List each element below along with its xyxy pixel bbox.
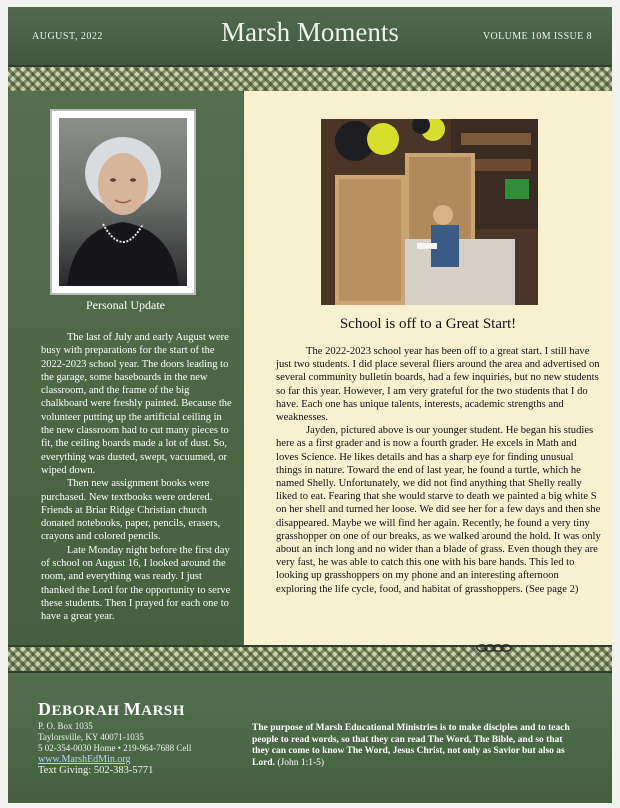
sender-name bbox=[38, 699, 185, 720]
name-initial: D bbox=[38, 699, 52, 719]
chain-ornament-icon bbox=[476, 640, 512, 650]
article-column bbox=[244, 91, 612, 645]
personal-update-heading: Personal Update bbox=[86, 298, 165, 312]
mission-statement bbox=[252, 723, 582, 769]
article-paragraph: Jayden, pictured above is our younger student. He began his studies here as a first grader and is now a fourth grader. He excels in Math and loves Science. He likes details and has a sharp eye for finding unusual things in nature. Toward the end of last year, he found a turtle, which he named Shelly. Unfortunately, we did not find anything that Shelly really liked to eat. Fearing that she would starve to death we painted a big white S on her shell and turned her loose. We did see her for a few days and then she disappeared. Maybe we will find her again. Recently, he found a very tiny grasshopper on one of our breaks, as we walked around the hold. It was only about an inch long and no wider than a blade of grass. Even though they are very fast, he was able to catch this one with his bare hands. This led to looking up grasshoppers on my phone and an interesting afternoon exploring the life cycle, food, and habitat of grasshoppers. (See page 2) bbox=[276, 425, 601, 595]
website-link[interactable]: www.MarshEdMin.org bbox=[38, 754, 131, 765]
name-rest: EBORAH bbox=[51, 703, 124, 719]
portrait-photo bbox=[59, 118, 187, 286]
newsletter-footer bbox=[8, 673, 612, 803]
newsletter-title: Marsh Moments bbox=[221, 17, 399, 47]
personal-paragraph: Then new assignment books were purchased. New textbooks were ordered. Friends at Briar Ridge Christian church donated notebooks, paper, pencils, erasers, crayons and colored pencils. bbox=[41, 478, 221, 543]
personal-update-text bbox=[41, 331, 235, 624]
surname-initial: M bbox=[123, 699, 142, 719]
personal-paragraph: Late Monday night before the first day of school on August 16, I looked around the room, and everything was ready. I just thanked the Lord for the opportunity to serve these students. Then I prayed for each one to have a great year. bbox=[41, 544, 231, 623]
article-text bbox=[276, 345, 601, 596]
personal-update-column bbox=[8, 91, 243, 645]
newsletter-page bbox=[8, 7, 612, 803]
volume-issue: VOLUME 10M ISSUE 8 bbox=[482, 31, 592, 42]
text-giving: Text Giving: 502-383-5771 bbox=[38, 765, 154, 776]
classroom-photo bbox=[321, 119, 538, 305]
mission-text: The purpose of Marsh Educational Ministries is to make disciples and to teach people to read words, so that they can read The Word, The Bible, and so that they can come to know The Word, Jesus Christ, not only as Savior but also as Lord. bbox=[252, 723, 570, 768]
issue-date: AUGUST, 2022 bbox=[32, 31, 103, 42]
mission-verse: (John 1:1-5) bbox=[277, 757, 325, 768]
article-paragraph: The 2022-2023 school year has been off to a great start. I still have just two students. I did place several fliers around the area and advertised on several community bulletin boards, had a few inquiries, but no new students so far this year. However, I am very grateful for the two students that I do have. Each one has unique talents, interests, academic strengths and weaknesses. bbox=[276, 346, 600, 424]
portrait-frame bbox=[50, 109, 196, 295]
newsletter-header bbox=[8, 7, 612, 65]
po-box: P. O. Box 1035 bbox=[38, 721, 93, 731]
decorative-band-top bbox=[8, 65, 612, 93]
article-title: School is off to a Great Start! bbox=[339, 316, 517, 332]
surname-rest: ARSH bbox=[141, 703, 185, 719]
personal-paragraph: The last of July and early August were busy with preparations for the start of the 2022-2023 school year. The doors leading to the garage, some baseboards in the new classroom, and the frame of the big chalkboard were freshly painted. Because the volunteer putting up the artificial ceiling in the new classroom had to cut many pieces to fit, the ceiling boards made a lot of dust. So, everything was dusted, swept, vacuumed, or wiped down. bbox=[41, 332, 232, 476]
decorative-band-bottom bbox=[8, 645, 612, 673]
phone-numbers: 5 02-354-0030 Home • 219-964-7688 Cell bbox=[38, 743, 192, 753]
city-address: Taylorsville, KY 40071-1035 bbox=[38, 732, 144, 742]
contact-block bbox=[38, 721, 191, 776]
